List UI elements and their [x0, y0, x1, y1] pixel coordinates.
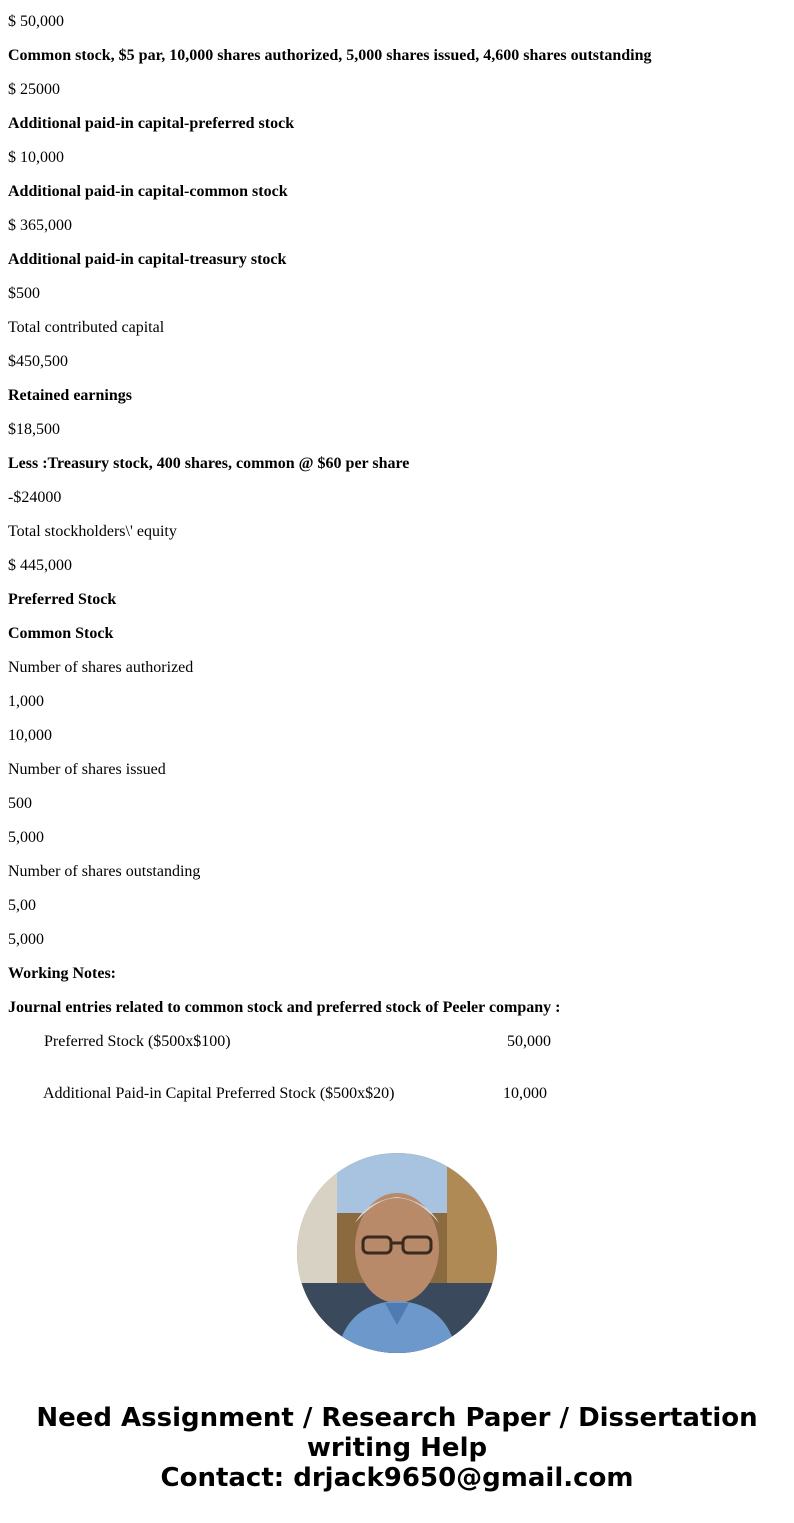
section-heading: Preferred Stock — [8, 591, 117, 608]
section-heading: Common stock, $5 par, 10,000 shares authorized, 5,000 shares issued, 4,600 shares outstanding — [8, 47, 652, 64]
journal-entry-amount: 10,000 — [503, 1085, 547, 1102]
text-line: $ 445,000 — [8, 557, 72, 574]
text-line: 10,000 — [8, 727, 52, 744]
promo-line: writing Help — [306, 1433, 488, 1463]
text-line: $ 50,000 — [8, 13, 64, 30]
text-line: 5,00 — [8, 897, 36, 914]
promo-banner — [0, 1403, 794, 1493]
text-line: 500 — [8, 795, 32, 812]
text-line: Total contributed capital — [8, 319, 165, 336]
author-photo — [297, 1153, 497, 1353]
section-heading: Journal entries related to common stock and preferred stock of Peeler company : — [8, 999, 561, 1016]
text-line: $500 — [8, 285, 40, 302]
section-heading: Additional paid-in capital-preferred stock — [8, 115, 295, 132]
text-line: Number of shares issued — [8, 761, 166, 778]
journal-entry-label: Preferred Stock ($500x$100) — [44, 1033, 231, 1050]
text-line: 5,000 — [8, 829, 44, 846]
text-line: Number of shares outstanding — [8, 863, 201, 880]
text-line: -$24000 — [8, 489, 62, 506]
text-line: $ 10,000 — [8, 149, 64, 166]
section-heading: Working Notes: — [8, 965, 116, 982]
text-line: $450,500 — [8, 353, 68, 370]
text-line: Total stockholders\' equity — [8, 523, 177, 540]
section-heading: Additional paid-in capital-common stock — [8, 183, 288, 200]
promo-line: Need Assignment / Research Paper / Dissertation — [36, 1403, 758, 1433]
promo-contact[interactable]: Contact: drjack9650@gmail.com — [160, 1463, 634, 1493]
text-line: $ 365,000 — [8, 217, 72, 234]
journal-entry-label: Additional Paid-in Capital Preferred Stock ($500x$20) — [43, 1085, 395, 1102]
section-heading: Common Stock — [8, 625, 114, 642]
section-heading: Less :Treasury stock, 400 shares, common @ $60 per share — [8, 455, 410, 472]
text-line: $18,500 — [8, 421, 60, 438]
journal-entry-amount: 50,000 — [507, 1033, 551, 1050]
section-heading: Retained earnings — [8, 387, 132, 404]
text-line: $ 25000 — [8, 81, 60, 98]
section-heading: Additional paid-in capital-treasury stock — [8, 251, 287, 268]
text-line: 1,000 — [8, 693, 44, 710]
text-line: Number of shares authorized — [8, 659, 194, 676]
text-line: 5,000 — [8, 931, 44, 948]
